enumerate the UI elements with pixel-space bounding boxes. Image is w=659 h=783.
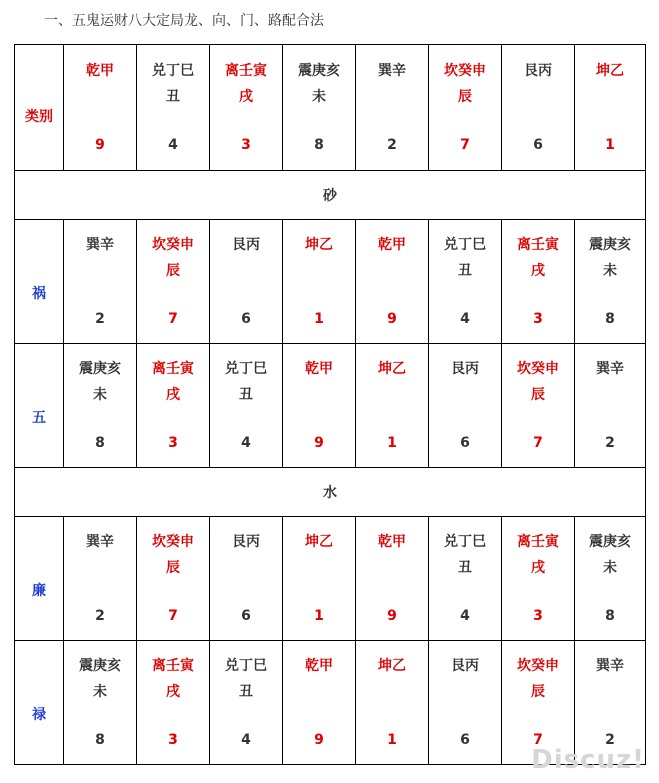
trigram-text: 乾甲 <box>86 62 114 79</box>
trigram-number: 1 <box>314 310 324 327</box>
trigram-text: 离壬寅 <box>152 360 194 377</box>
trigram-cell <box>64 220 137 344</box>
category-header-cell <box>15 45 64 171</box>
trigram-number: 7 <box>168 310 178 327</box>
spacer <box>283 408 355 430</box>
spacer <box>210 581 282 603</box>
trigram-number: 7 <box>168 607 178 624</box>
trigram-number: 7 <box>460 136 470 153</box>
section-label-water: 水 <box>323 485 337 501</box>
trigram-text: 戌 <box>531 559 545 576</box>
trigram-number: 1 <box>314 607 324 624</box>
spacer <box>283 382 355 408</box>
section-row-water <box>15 468 646 517</box>
spacer <box>429 408 501 430</box>
page-title: 一、五鬼运财八大定局龙、向、门、路配合法 <box>44 13 324 29</box>
trigram-number: 2 <box>387 136 397 153</box>
trigram-number: 3 <box>168 434 178 451</box>
spacer <box>283 581 355 603</box>
data-table <box>14 44 646 765</box>
row-label: 廉 <box>32 582 46 599</box>
spacer <box>210 705 282 727</box>
spacer <box>575 581 645 603</box>
spacer <box>356 581 428 603</box>
trigram-number: 2 <box>95 310 105 327</box>
spacer <box>502 110 574 132</box>
spacer <box>502 84 574 110</box>
trigram-cell <box>575 517 646 641</box>
trigram-text: 震庚亥 <box>589 236 631 253</box>
trigram-text: 丑 <box>166 88 180 105</box>
trigram-text: 坤乙 <box>305 533 333 550</box>
trigram-text: 艮丙 <box>232 533 260 550</box>
header-row <box>15 45 646 171</box>
trigram-number: 3 <box>533 310 543 327</box>
spacer <box>429 679 501 705</box>
trigram-text: 丑 <box>239 386 253 403</box>
trigram-number: 8 <box>95 434 105 451</box>
spacer <box>64 408 136 430</box>
trigram-text: 坎癸申 <box>444 62 486 79</box>
trigram-text: 坤乙 <box>378 360 406 377</box>
trigram-text: 艮丙 <box>232 236 260 253</box>
trigram-number: 7 <box>533 434 543 451</box>
trigram-cell <box>575 344 646 468</box>
trigram-text: 戌 <box>239 88 253 105</box>
trigram-number: 1 <box>605 136 615 153</box>
trigram-cell <box>137 45 210 171</box>
spacer <box>356 555 428 581</box>
spacer <box>356 382 428 408</box>
trigram-text: 震庚亥 <box>298 62 340 79</box>
trigram-text: 坎癸申 <box>517 360 559 377</box>
trigram-text: 乾甲 <box>305 657 333 674</box>
trigram-number: 8 <box>605 607 615 624</box>
trigram-text: 兑丁巳 <box>152 62 194 79</box>
spacer <box>210 284 282 306</box>
trigram-number: 8 <box>605 310 615 327</box>
spacer <box>429 110 501 132</box>
spacer <box>575 408 645 430</box>
trigram-cell <box>210 45 283 171</box>
section-row-sand <box>15 171 646 220</box>
trigram-text: 震庚亥 <box>79 360 121 377</box>
trigram-text: 坎癸申 <box>517 657 559 674</box>
spacer <box>356 679 428 705</box>
trigram-text: 离壬寅 <box>517 533 559 550</box>
trigram-cell <box>502 220 575 344</box>
trigram-cell <box>283 344 356 468</box>
row-label: 五 <box>32 409 46 426</box>
trigram-text: 乾甲 <box>378 533 406 550</box>
spacer <box>64 258 136 284</box>
trigram-text: 坎癸申 <box>152 533 194 550</box>
trigram-text: 辰 <box>458 88 472 105</box>
spacer <box>429 705 501 727</box>
trigram-cell <box>429 641 502 765</box>
trigram-number: 6 <box>460 731 470 748</box>
trigram-cell <box>283 517 356 641</box>
row-label-cell <box>15 220 64 344</box>
data-row-huo <box>15 220 646 344</box>
trigram-cell <box>356 344 429 468</box>
trigram-cell <box>502 344 575 468</box>
trigram-number: 6 <box>533 136 543 153</box>
trigram-text: 未 <box>603 559 617 576</box>
trigram-number: 1 <box>387 731 397 748</box>
trigram-text: 坎癸申 <box>152 236 194 253</box>
trigram-cell <box>64 45 137 171</box>
trigram-cell <box>137 641 210 765</box>
trigram-cell <box>356 641 429 765</box>
spacer <box>210 555 282 581</box>
spacer <box>283 110 355 132</box>
trigram-cell <box>64 517 137 641</box>
trigram-text: 兑丁巳 <box>225 360 267 377</box>
trigram-cell <box>137 220 210 344</box>
trigram-text: 震庚亥 <box>589 533 631 550</box>
trigram-number: 1 <box>387 434 397 451</box>
trigram-cell <box>502 517 575 641</box>
section-cell-sand <box>15 171 646 220</box>
trigram-text: 兑丁巳 <box>444 236 486 253</box>
trigram-text: 乾甲 <box>378 236 406 253</box>
trigram-text: 艮丙 <box>451 360 479 377</box>
trigram-number: 4 <box>460 607 470 624</box>
spacer <box>137 110 209 132</box>
discuz-watermark: Discuz! <box>531 745 645 775</box>
spacer <box>502 284 574 306</box>
trigram-cell <box>429 45 502 171</box>
trigram-text: 巽辛 <box>86 236 114 253</box>
trigram-text: 艮丙 <box>451 657 479 674</box>
trigram-cell <box>575 220 646 344</box>
trigram-cell <box>429 517 502 641</box>
spacer <box>283 705 355 727</box>
trigram-text: 丑 <box>458 559 472 576</box>
trigram-cell <box>575 45 646 171</box>
spacer <box>429 581 501 603</box>
trigram-text: 戌 <box>166 386 180 403</box>
trigram-number: 8 <box>314 136 324 153</box>
row-label-cell <box>15 517 64 641</box>
spacer <box>429 382 501 408</box>
trigram-cell <box>137 344 210 468</box>
spacer <box>210 110 282 132</box>
trigram-cell <box>210 344 283 468</box>
trigram-text: 坤乙 <box>305 236 333 253</box>
trigram-cell <box>210 220 283 344</box>
trigram-number: 2 <box>95 607 105 624</box>
spacer <box>64 555 136 581</box>
trigram-number: 3 <box>168 731 178 748</box>
spacer <box>283 555 355 581</box>
spacer <box>575 705 645 727</box>
trigram-text: 离壬寅 <box>152 657 194 674</box>
spacer <box>137 284 209 306</box>
trigram-number: 4 <box>241 434 251 451</box>
row-label-cell <box>15 344 64 468</box>
row-label: 禄 <box>32 706 46 723</box>
trigram-number: 9 <box>387 310 397 327</box>
trigram-number: 9 <box>387 607 397 624</box>
section-label-sand: 砂 <box>323 188 337 204</box>
spacer <box>137 408 209 430</box>
trigram-cell <box>356 517 429 641</box>
spacer <box>283 258 355 284</box>
spacer <box>502 408 574 430</box>
data-row-lian <box>15 517 646 641</box>
spacer <box>64 581 136 603</box>
trigram-cell <box>356 45 429 171</box>
trigram-cell <box>210 517 283 641</box>
trigram-text: 巽辛 <box>378 62 406 79</box>
trigram-text: 辰 <box>531 683 545 700</box>
row-label: 祸 <box>32 285 46 302</box>
trigram-text: 巽辛 <box>596 360 624 377</box>
spacer <box>210 258 282 284</box>
trigram-number: 4 <box>241 731 251 748</box>
trigram-text: 未 <box>312 88 326 105</box>
category-header-label: 类别 <box>25 108 53 125</box>
trigram-cell <box>137 517 210 641</box>
spacer <box>137 581 209 603</box>
trigram-text: 未 <box>603 262 617 279</box>
spacer <box>575 679 645 705</box>
trigram-cell <box>210 641 283 765</box>
spacer <box>356 84 428 110</box>
trigram-number: 9 <box>95 136 105 153</box>
trigram-number: 2 <box>605 434 615 451</box>
trigram-text: 兑丁巳 <box>444 533 486 550</box>
trigram-text: 丑 <box>239 683 253 700</box>
trigram-cell <box>356 220 429 344</box>
trigram-text: 丑 <box>458 262 472 279</box>
trigram-text: 兑丁巳 <box>225 657 267 674</box>
trigram-cell <box>283 45 356 171</box>
trigram-number: 6 <box>241 310 251 327</box>
trigram-text: 震庚亥 <box>79 657 121 674</box>
spacer <box>356 258 428 284</box>
trigram-cell <box>429 344 502 468</box>
trigram-number: 3 <box>533 607 543 624</box>
trigram-text: 艮丙 <box>524 62 552 79</box>
trigram-text: 离壬寅 <box>517 236 559 253</box>
trigram-text: 乾甲 <box>305 360 333 377</box>
trigram-number: 4 <box>460 310 470 327</box>
trigram-cell <box>64 641 137 765</box>
trigram-text: 戌 <box>531 262 545 279</box>
trigram-text: 离壬寅 <box>225 62 267 79</box>
trigram-number: 9 <box>314 731 324 748</box>
spacer <box>429 284 501 306</box>
trigram-text: 巽辛 <box>596 657 624 674</box>
trigram-text: 辰 <box>166 559 180 576</box>
spacer <box>356 284 428 306</box>
data-row-wu <box>15 344 646 468</box>
trigram-number: 2 <box>605 731 615 748</box>
trigram-text: 辰 <box>531 386 545 403</box>
trigram-number: 9 <box>314 434 324 451</box>
trigram-text: 坤乙 <box>596 62 624 79</box>
trigram-cell <box>502 45 575 171</box>
spacer <box>283 284 355 306</box>
trigram-cell <box>429 220 502 344</box>
spacer <box>64 284 136 306</box>
spacer <box>575 284 645 306</box>
section-cell-water <box>15 468 646 517</box>
trigram-cell <box>64 344 137 468</box>
spacer <box>137 705 209 727</box>
trigram-cell <box>283 641 356 765</box>
trigram-number: 6 <box>460 434 470 451</box>
spacer <box>575 382 645 408</box>
trigram-text: 戌 <box>166 683 180 700</box>
spacer <box>64 705 136 727</box>
spacer <box>283 679 355 705</box>
spacer <box>356 408 428 430</box>
trigram-text: 未 <box>93 386 107 403</box>
trigram-number: 3 <box>241 136 251 153</box>
spacer <box>575 84 645 110</box>
row-label-cell <box>15 641 64 765</box>
spacer <box>64 84 136 110</box>
trigram-text: 辰 <box>166 262 180 279</box>
trigram-number: 7 <box>533 731 543 748</box>
trigram-text: 坤乙 <box>378 657 406 674</box>
spacer <box>502 581 574 603</box>
trigram-number: 4 <box>168 136 178 153</box>
trigram-number: 8 <box>95 731 105 748</box>
spacer <box>575 110 645 132</box>
spacer <box>356 705 428 727</box>
spacer <box>356 110 428 132</box>
spacer <box>210 408 282 430</box>
trigram-number: 6 <box>241 607 251 624</box>
spacer <box>502 705 574 727</box>
trigram-text: 巽辛 <box>86 533 114 550</box>
trigram-text: 未 <box>93 683 107 700</box>
spacer <box>64 110 136 132</box>
trigram-cell <box>283 220 356 344</box>
